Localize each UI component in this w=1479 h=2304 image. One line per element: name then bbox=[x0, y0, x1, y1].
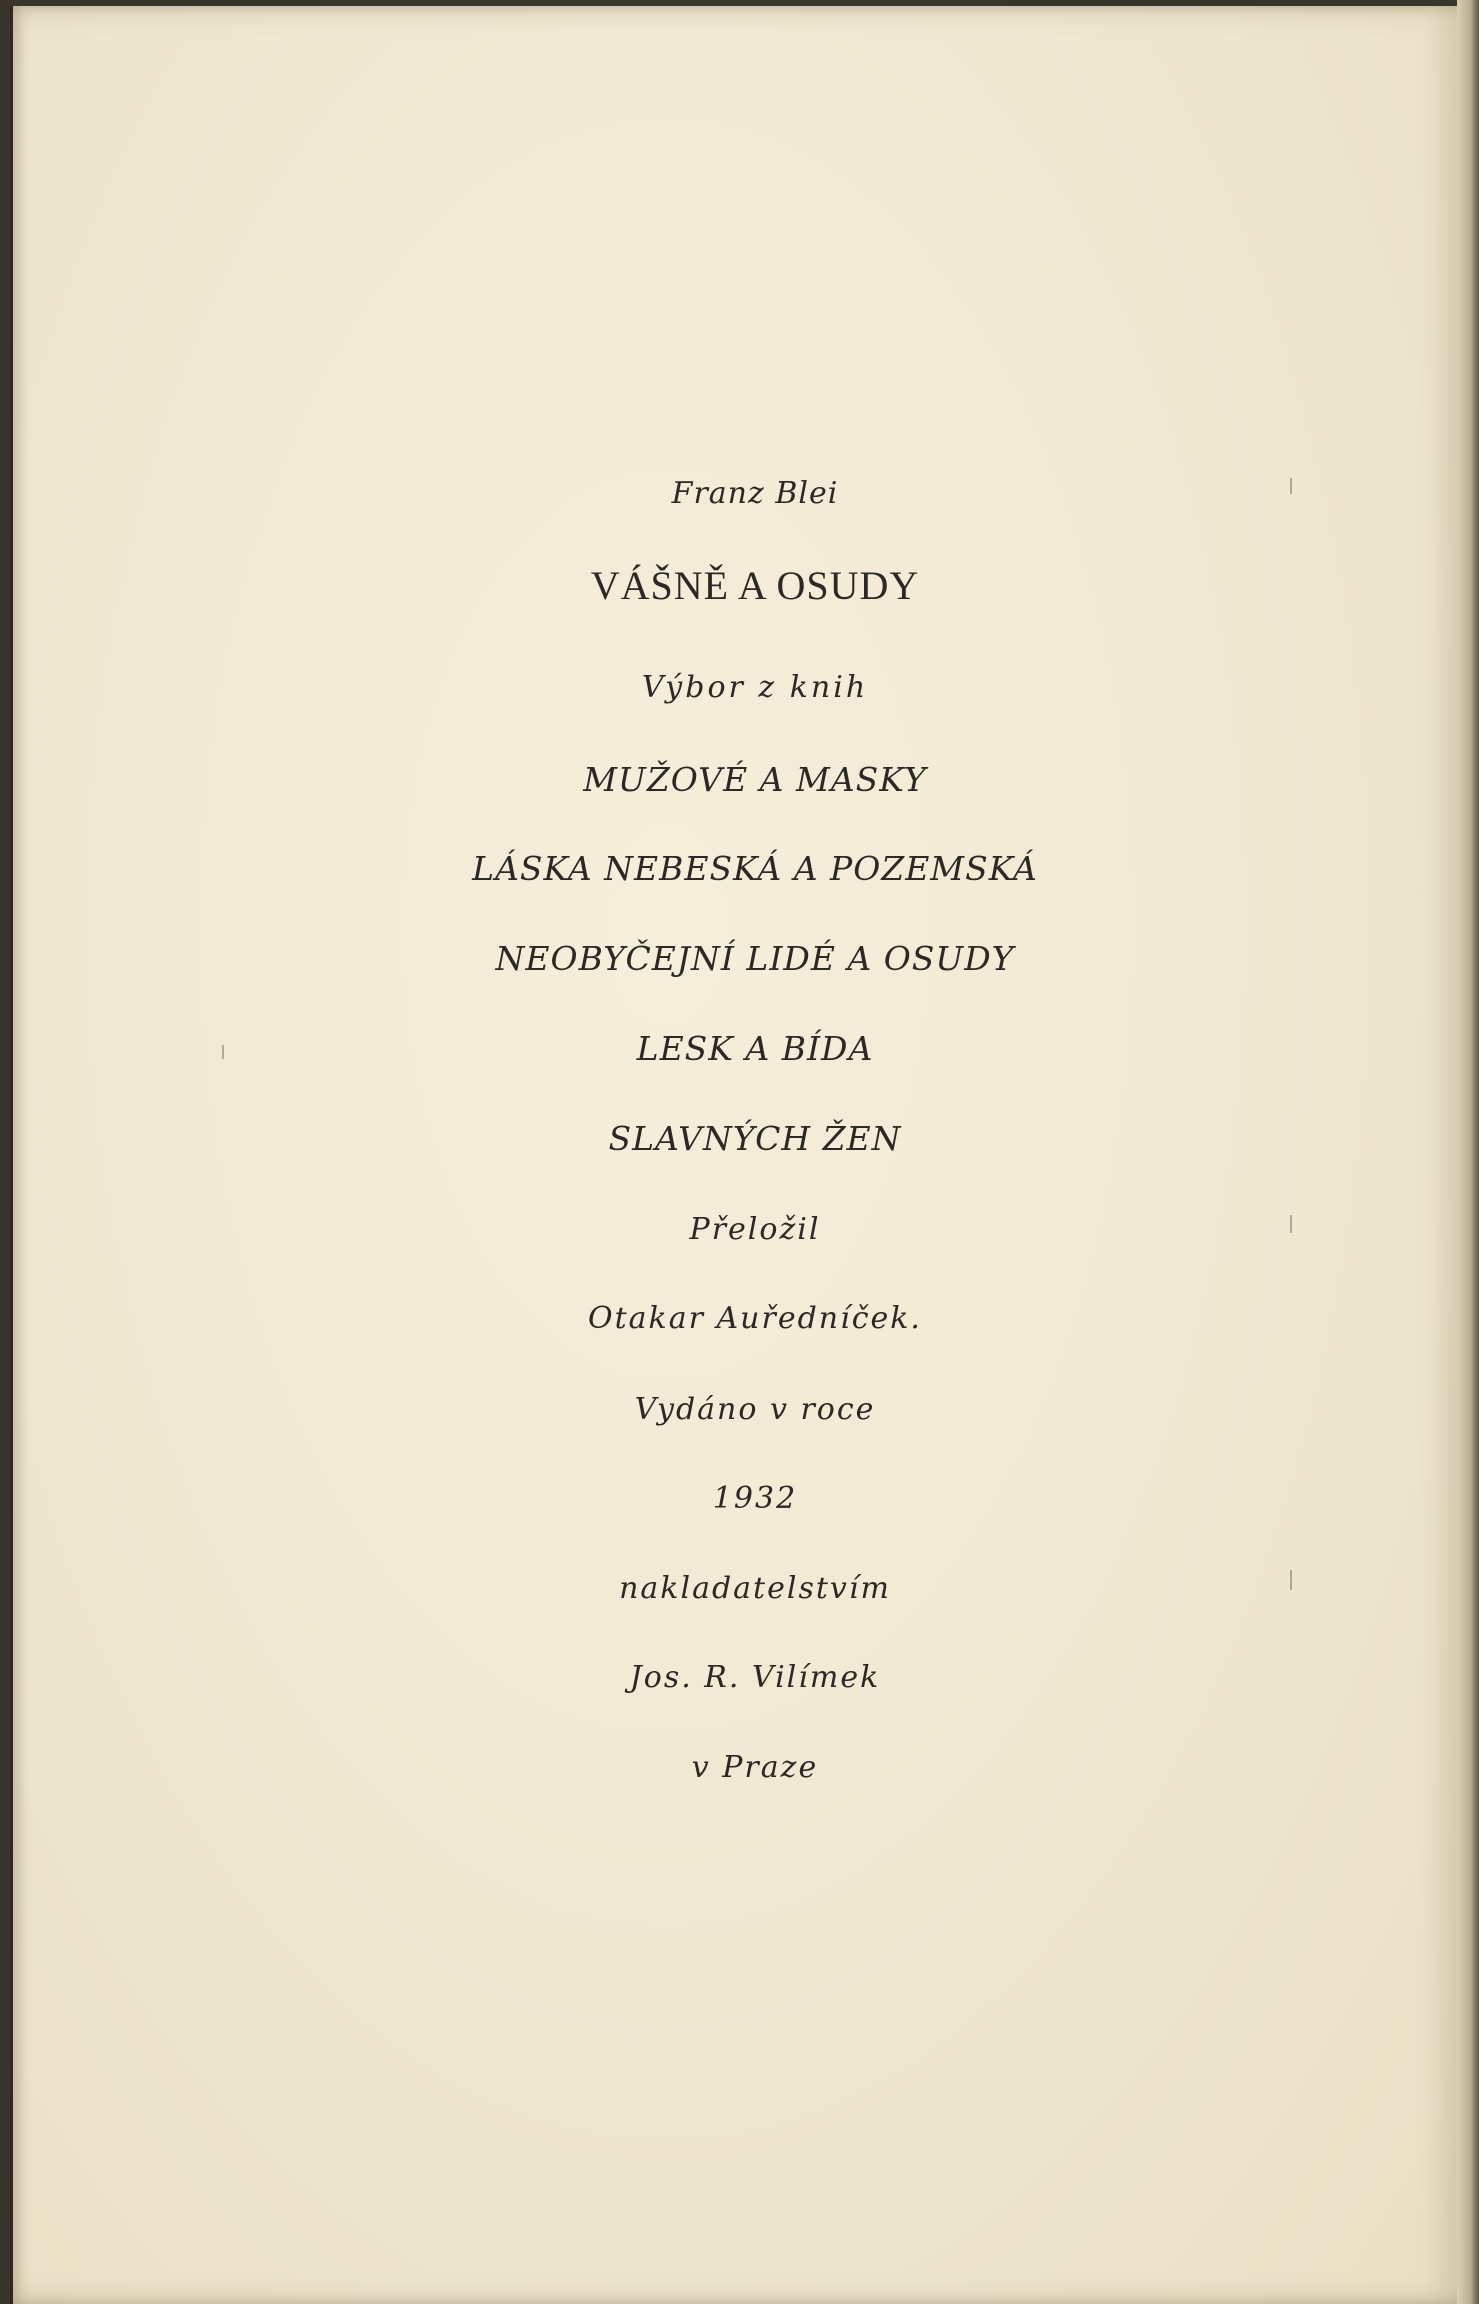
publication-city: v Praze bbox=[691, 1750, 819, 1785]
publisher-name: Jos. R. Vilímek bbox=[629, 1660, 881, 1695]
publisher-label: nakladatelstvím bbox=[619, 1571, 891, 1606]
book-subtitle: Výbor z knih bbox=[641, 670, 869, 705]
publication-year: 1932 bbox=[712, 1481, 798, 1516]
translator-label: Přeložil bbox=[689, 1212, 821, 1247]
source-work-title: NEOBYČEJNÍ LIDÉ A OSUDY bbox=[495, 939, 1015, 978]
source-work-title: LÁSKA NEBESKÁ A POZEMSKÁ bbox=[472, 849, 1038, 888]
published-label: Vydáno v roce bbox=[634, 1392, 876, 1427]
source-work-title: SLAVNÝCH ŽEN bbox=[608, 1119, 902, 1158]
source-work-title: LESK A BÍDA bbox=[636, 1029, 874, 1068]
source-work-title: MUŽOVÉ A MASKY bbox=[583, 760, 927, 799]
translator-name: Otakar Auředníček. bbox=[588, 1301, 922, 1336]
book-title: VÁŠNĚ A OSUDY bbox=[590, 563, 920, 608]
author-name: Franz Blei bbox=[671, 476, 839, 511]
